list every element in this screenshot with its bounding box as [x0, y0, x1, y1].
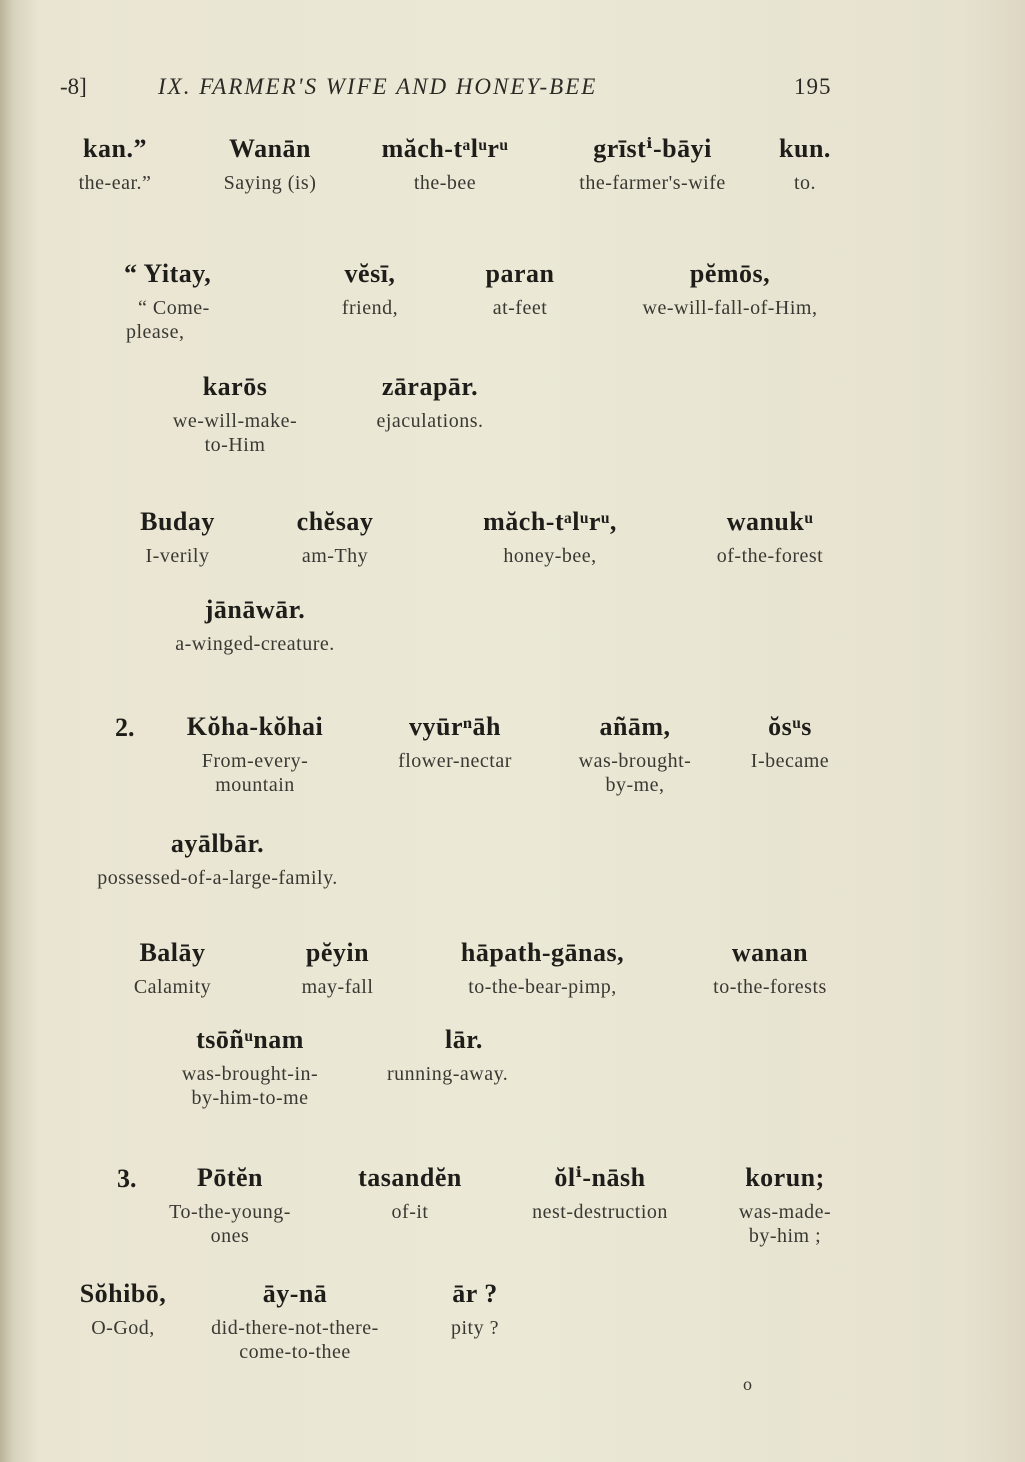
word: āy-nā — [262, 1279, 328, 1308]
word: pĕmōs, — [689, 259, 771, 288]
gloss — [720, 1200, 850, 1248]
signature-mark: o — [743, 1374, 752, 1394]
word-block — [270, 937, 405, 999]
word-block — [430, 1278, 520, 1340]
word-block — [500, 1162, 700, 1224]
gloss — [110, 296, 250, 344]
word: lār. — [445, 1025, 483, 1054]
gloss: I-verily — [145, 545, 210, 567]
word-block — [160, 1024, 340, 1110]
gloss-line: we-will-make- — [172, 410, 298, 432]
word-block — [140, 594, 370, 656]
word-block — [375, 711, 535, 773]
gloss: possessed-of-a-large-family. — [97, 867, 338, 889]
gloss: the-ear.” — [78, 172, 152, 194]
word-block — [195, 133, 345, 195]
word-block — [545, 133, 760, 195]
gloss: Saying (is) — [223, 172, 317, 194]
word-block — [450, 506, 650, 568]
running-header — [60, 74, 837, 104]
word-block — [165, 711, 345, 797]
header-section-ref: -8] — [60, 74, 87, 99]
gloss-line: to-Him — [204, 434, 266, 456]
word-block — [150, 371, 320, 457]
gloss: running-away. — [387, 1063, 509, 1085]
word: kan.” — [83, 134, 147, 163]
gloss: of-the-forest — [716, 545, 824, 567]
gloss: the-farmer's-wife — [579, 172, 726, 194]
gloss-line: did-there-not-there- — [211, 1317, 379, 1339]
gloss-line: please, — [126, 321, 185, 343]
gloss: of-it — [391, 1201, 429, 1223]
word-block — [555, 711, 715, 797]
gloss: flower-nectar — [398, 750, 512, 772]
word: ŏlⁱ-nāsh — [554, 1163, 646, 1192]
gloss — [555, 749, 715, 797]
word-block — [375, 1024, 565, 1086]
gloss: ejaculations. — [376, 410, 484, 432]
gloss: O-God, — [91, 1317, 155, 1339]
gloss-line: was-made- — [738, 1201, 832, 1223]
header-title: IX. FARMER'S WIFE AND HONEY-BEE — [158, 74, 598, 99]
word: măch-tᵃlᵘrᵘ, — [483, 507, 617, 536]
word: jānāwār. — [204, 595, 306, 624]
gloss: may-fall — [301, 976, 374, 998]
gloss: at-feet — [492, 297, 548, 319]
page-number: 195 — [794, 74, 832, 99]
word-block — [350, 371, 510, 433]
word: wanukᵘ — [726, 507, 814, 536]
word-block — [110, 258, 250, 344]
gloss-line: was-brought- — [578, 750, 692, 772]
gloss: I-became — [750, 750, 830, 772]
word-block — [690, 937, 850, 999]
word: ār ? — [452, 1279, 498, 1308]
word: tsōñᵘnam — [196, 1025, 304, 1054]
word: Pōtĕn — [196, 1163, 264, 1192]
gloss-line: by-him-to-me — [191, 1087, 309, 1109]
gloss-line: by-him ; — [748, 1225, 822, 1247]
gloss: pity ? — [451, 1317, 499, 1339]
gloss: to-the-forests — [713, 976, 827, 998]
word-block — [60, 828, 375, 890]
word-block — [315, 258, 425, 320]
gloss — [150, 409, 320, 457]
word: kun. — [779, 134, 831, 163]
gloss: we-will-fall-of-Him, — [642, 297, 818, 319]
word-block — [105, 937, 240, 999]
word-block — [720, 1162, 850, 1248]
word: Balāy — [139, 938, 206, 967]
gloss: friend, — [341, 297, 399, 319]
word-block — [430, 937, 655, 999]
word-block — [270, 506, 400, 568]
word: wanan — [731, 938, 809, 967]
word: pĕyin — [305, 938, 370, 967]
gloss-line: “ Come- — [138, 297, 210, 319]
word: vĕsī, — [344, 259, 396, 288]
gloss-line: mountain — [215, 774, 295, 796]
word: vyūrⁿāh — [409, 712, 501, 741]
word: Buday — [140, 507, 215, 536]
word: grīstⁱ-bāyi — [593, 134, 712, 163]
word: añām, — [599, 712, 671, 741]
word: ŏsᵘs — [768, 712, 812, 741]
gloss: to-the-bear-pimp, — [468, 976, 617, 998]
word-block — [355, 133, 535, 195]
word: Wanān — [229, 134, 311, 163]
word: Sŏhibō, — [79, 1279, 167, 1308]
gloss-line: by-me, — [605, 774, 665, 796]
word: tasandĕn — [358, 1163, 462, 1192]
gloss-line: From-every- — [201, 750, 309, 772]
word-block — [180, 1278, 410, 1364]
gloss: Calamity — [133, 976, 212, 998]
word: zārapār. — [381, 372, 479, 401]
word-block — [60, 133, 170, 195]
word-block — [725, 711, 855, 773]
word: hāpath-gānas, — [460, 938, 625, 967]
gloss-line: To-the-young- — [169, 1201, 291, 1223]
gloss: to. — [793, 172, 817, 194]
word: măch-tᵃlᵘrᵘ — [381, 134, 509, 163]
gloss — [180, 1316, 410, 1364]
word-block — [690, 506, 850, 568]
word-block — [455, 258, 585, 320]
gloss: a-winged-creature. — [175, 633, 335, 655]
gloss: am-Thy — [301, 545, 369, 567]
gloss: honey-bee, — [503, 545, 597, 567]
word-block — [105, 506, 250, 568]
word-block — [765, 133, 845, 195]
word-block — [140, 1162, 320, 1248]
stanza-number: 2. — [115, 713, 135, 742]
stanza-number: 3. — [117, 1164, 137, 1193]
word-block — [335, 1162, 485, 1224]
gloss: the-bee — [413, 172, 477, 194]
gloss-line: come-to-thee — [239, 1341, 351, 1363]
gloss-line: was-brought-in- — [181, 1063, 319, 1085]
word: korun; — [745, 1163, 825, 1192]
word: “ Yitay, — [124, 259, 212, 288]
word: paran — [485, 259, 555, 288]
word: Kŏha-kŏhai — [186, 712, 324, 741]
gloss — [160, 1062, 340, 1110]
gloss — [140, 1200, 320, 1248]
gloss: nest-destruction — [532, 1201, 668, 1223]
word: karōs — [202, 372, 268, 401]
word: chĕsay — [296, 507, 374, 536]
word-block — [605, 258, 855, 320]
gloss-line: ones — [210, 1225, 250, 1247]
word: ayālbār. — [170, 829, 265, 858]
gloss — [165, 749, 345, 797]
word-block — [68, 1278, 178, 1340]
